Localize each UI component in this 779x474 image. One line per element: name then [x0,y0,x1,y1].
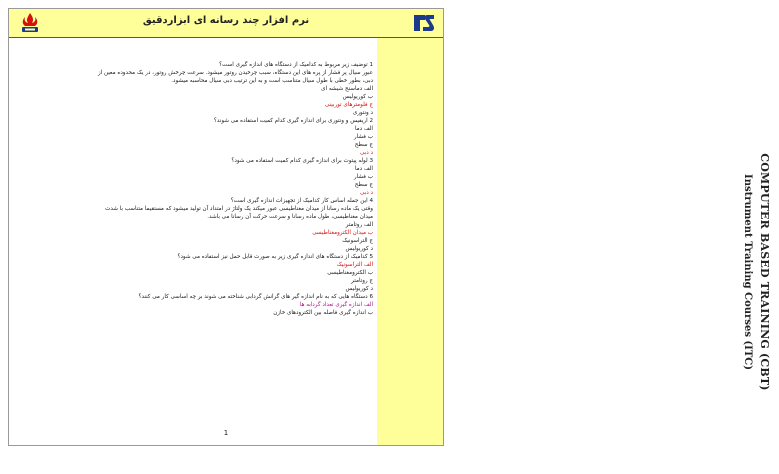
question-line: 5 کدامیک از دستگاه های اندازه گیری زیر به صورت قابل حمل نیز استفاده می شود؟ [177,254,373,260]
question-list [17,61,373,317]
page-number: 1 [223,429,229,437]
question-line: ج سطح [354,142,373,148]
page-frame [8,8,771,446]
question-line: د دبی [360,190,373,196]
course-title-line1: COMPUTER BASED TRAINING (CBT) [758,153,771,391]
question-line: عبور سیال پر فشار از پره های این دستگاه، سبب چرخیدن روتور میشود. سرعت چرخش روتور، در یک محدوده معین از [97,70,373,76]
question-line: 3 لوله پیتوت برای اندازه گیری کدام کمیت استفاده می شود؟ [231,158,373,164]
question-line: د دبی [360,150,373,156]
question-line: ج سطح [354,182,373,188]
question-line: ب اندازه گیری فاصله بین الکترودهای خازن [273,310,373,316]
question-line: الف دما [354,166,373,172]
question-line: 2 اریفیس و ونتوری برای اندازه گیری کدام کمیت استفاده می شوند؟ [213,118,373,124]
question-line: د کوریولیس [345,286,373,292]
course-title-line2: Instrument Training Courses (ITC) [742,174,753,370]
question-line: ج فلومترهای توربینی [324,102,373,108]
question-line: ب الکترومغناطیسی [327,270,373,276]
question-line: دبی، بطور خطی با طول سیال متناسب است و به این ترتیب دبی سیال محاسبه میشود. [171,78,373,84]
question-line: الف التراسونیک [336,262,373,268]
question-line: 6 دستگاه هایی که به نام اندازه گیر های گرانش گردابی شناخته می شوند بر چه اساسی کار می کنند؟ [138,294,373,300]
question-line: ج التراسونیک [342,238,373,244]
question-line: ب میدان الکترومغناطیسی [312,230,373,236]
course-title-vertical [713,72,779,474]
course-sidebar [377,38,771,445]
question-line: ب فشار [353,134,373,140]
question-line: الف اندازه گیری تعداد گردابه ها [299,302,373,308]
question-line: ب فشار [353,174,373,180]
question-line: د کوریولیس [345,246,373,252]
question-line: ج روتامتر [351,278,373,284]
question-line: الف روتامتر [345,222,373,228]
page-title: نرم افزار چند رسانه ای ابزاردقیق [142,15,310,26]
question-line: الف دماسنج شیشه ای [321,86,373,92]
company-logo-icon [411,11,437,35]
header-banner [9,9,443,38]
question-line: د ونتوری [352,110,373,116]
question-line: الف دما [354,126,373,132]
question-line: ب کوریولیس [342,94,373,100]
question-line: میدان مغناطیسی، طول ماده رسانا و سرعت حرکت آن رسانا می باشد. [207,214,373,220]
question-line: 4 این جمله اساس کار کدامیک از تجهیزات اندازه گیری است؟ [230,198,373,204]
question-line: 1 توضیف زیر مربوط به کدامیک از دستگاه های اندازه گیری است؟ [219,62,373,68]
question-line: وقتی یک ماده رسانا از میدان مغناطیسی عبور میکند یک ولتاژ در امتداد آن تولید میشود که مستقیما متناسب با شدت [105,206,373,212]
